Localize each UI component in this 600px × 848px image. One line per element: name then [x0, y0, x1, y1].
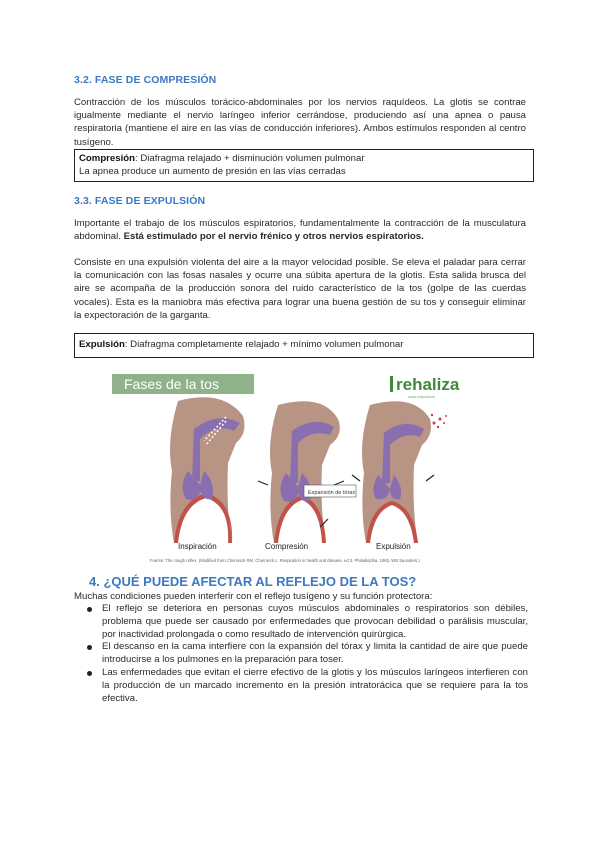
section-3-3-paragraph-2: Consiste en una expulsión violenta del aire a la mayor velocidad posible. Se eleva el paladar para cerrar la comunicación con las fosas nasales y ocurre una súbita apertura de la glotis. Esta salida brusca del aire se acompaña de la producción sonora del ruido característico de la tos (golpe de las cuerdas vocales). Esta es la maniobra más efectiva para lograr una buena gestión de su tos y conseguir eliminar la expectoración de la garganta.: [74, 257, 526, 321]
logo-text: rehaliza: [396, 375, 460, 394]
section-4-intro: Muchas condiciones pueden interferir con el reflejo tusígeno y su función protectora:: [74, 591, 433, 602]
expulsion-summary-box: [74, 333, 534, 358]
logo-subtitle: salud respiratoria: [408, 395, 435, 399]
list-item: [74, 667, 528, 705]
compresion-definition: : Diafragma relajado + disminución volumen pulmonar: [134, 153, 365, 164]
list-item: [74, 603, 528, 641]
compresion-summary-box: [74, 149, 534, 182]
expulsion-term: Expulsión: [79, 339, 125, 350]
section-3-3-paragraph-1: [74, 217, 526, 243]
callout-text: Expansión de tórax: [308, 490, 356, 496]
section-4-bullet-list: [74, 603, 528, 705]
paragraph-1-text: Importante el trabajo de los músculos espiratorios, fundamentalmente la contracción de la musculatura abdominal.: [74, 218, 526, 243]
section-3-2-paragraph: Contracción de los músculos torácico-abdominales por los nervios raquídeos. La glotis se contrae igualmente mediante el nervio laríngeo inferior cerrándose, produciendo así una apnea o pausa respiratoria (mantiene el aire en las vías de conducción inferiores). Ambos estímulos responden al centro tusígeno.: [74, 97, 526, 148]
paragraph-1-bold-text: Está estimulado por el nervio frénico y otros nervios espiratorios.: [123, 231, 424, 243]
list-item-text: El reflejo se deteriora en personas cuyos músculos abdominales o respiratorios son débiles, problema que puede ser causado por enfermedades que provocan debilidad o parálisis muscular, por inactividad prolongada o como resultado de intervención quirúrgica.: [102, 603, 528, 640]
bullet-dot-icon: [87, 671, 92, 676]
bullet-dot-icon: [87, 607, 92, 612]
compresion-summary-line1: [79, 153, 529, 166]
section-3-2-heading: 3.2. FASE DE COMPRESIÓN: [74, 74, 217, 86]
list-item-text: El descanso en la cama interfiere con la expansión del tórax y limita la cantidad de aire que puede introducirse a los pulmones en la preparación para toser.: [102, 641, 528, 666]
section-3-3-heading: 3.3. FASE DE EXPULSIÓN: [74, 195, 206, 207]
compresion-term: Compresión: [79, 153, 135, 164]
list-item-text: Las enfermedades que evitan el cierre efectivo de la glotis y los músculos laríngeos interfieren con la producción de un marcado incremento en la presión intratorácica que se requiere para la tos efectiva.: [102, 666, 528, 704]
phase-label-expulsion: Expulsión: [376, 542, 411, 551]
compresion-summary-line2: La apnea produce un aumento de presión en las vías cerradas: [79, 165, 346, 177]
list-item: [74, 641, 528, 667]
cough-phases-figure: [108, 371, 488, 557]
phase-label-compresion: Compresión: [265, 542, 309, 551]
expulsion-definition: : Diafragma completamente relajado + mínimo volumen pulmonar: [124, 339, 404, 350]
figure-caption: Fuente: The cough reflex. (Modified from Chernisck RM, Chernisck L: Respiration in health and disease, ed 3. Philadelphia, 1983, WB Saunders.): [150, 558, 420, 563]
section-4-heading: 4. ¿QUÉ PUEDE AFECTAR AL REFLEJO DE LA TOS?: [89, 574, 417, 589]
bullet-dot-icon: [87, 645, 92, 650]
phase-label-inspiracion: Inspiración: [178, 542, 217, 551]
figure-banner-title: Fases de la tos: [124, 376, 219, 392]
